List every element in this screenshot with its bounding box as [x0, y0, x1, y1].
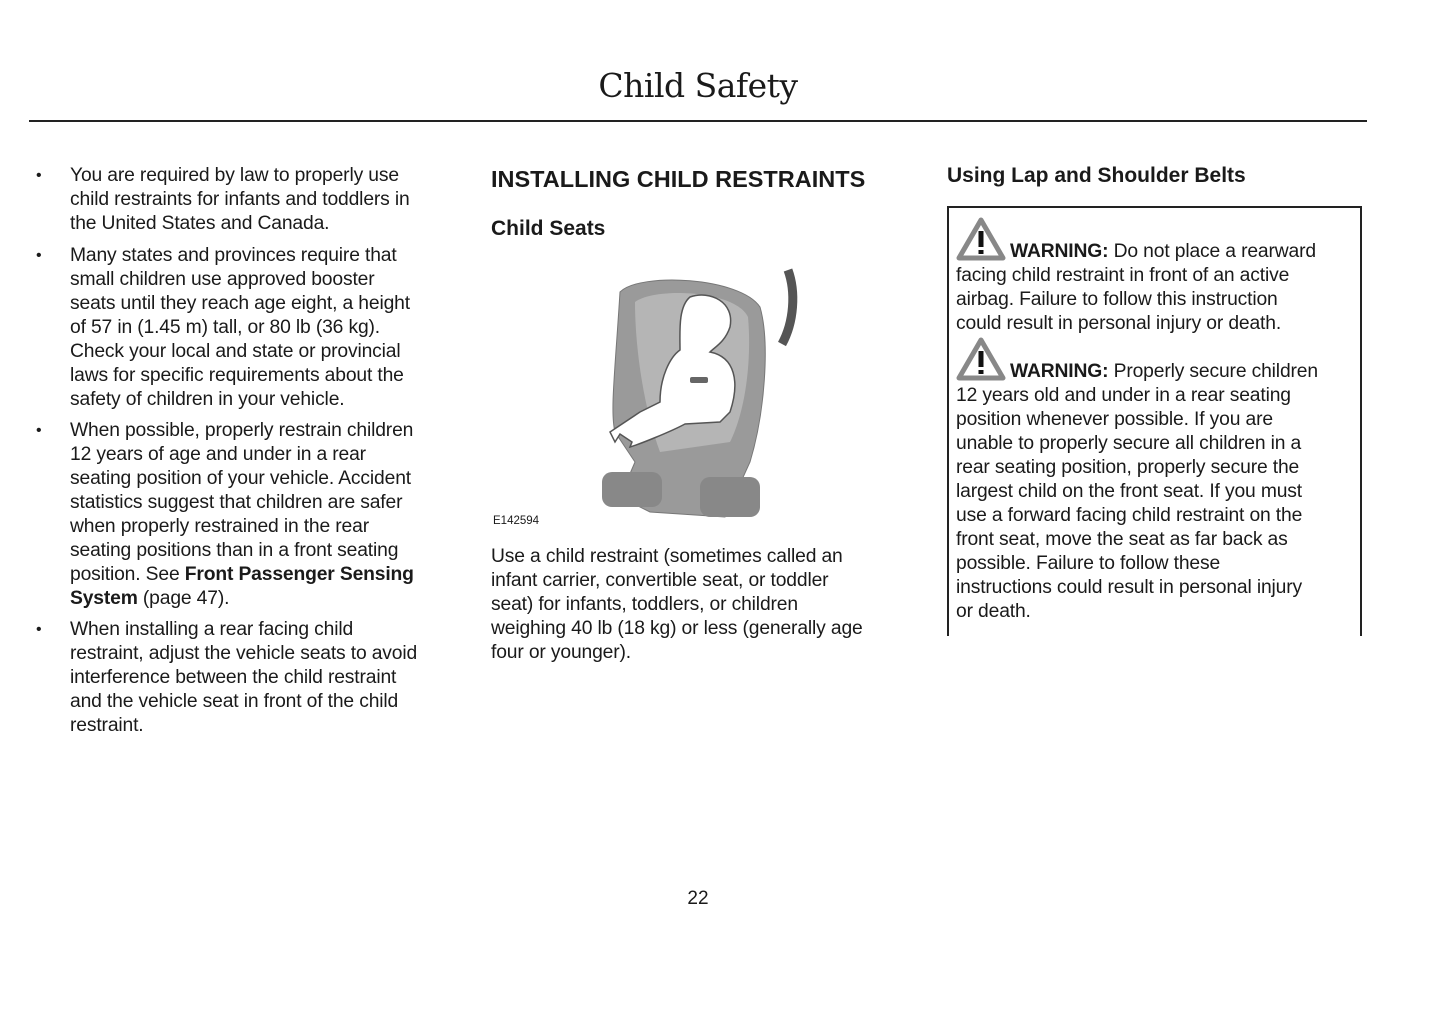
- text-span: position whenever possible. If you are: [956, 409, 1273, 430]
- text-span: statistics suggest that children are safer: [70, 492, 403, 513]
- text-line: [70, 642, 417, 666]
- text-span: largest child on the front seat. If you must: [956, 481, 1302, 502]
- text-span: 12 years old and under in a rear seating: [956, 385, 1291, 406]
- text-span: rear seating position, properly secure the: [956, 457, 1300, 478]
- text-line: [1010, 240, 1316, 264]
- text-line: [70, 714, 144, 738]
- text-line: [70, 539, 398, 563]
- text-span: four or younger).: [491, 642, 631, 663]
- bullet-icon: •: [36, 167, 42, 184]
- text-span: When installing a rear facing child: [70, 619, 354, 640]
- text-line: [956, 408, 1273, 432]
- text-line: [70, 340, 401, 364]
- text-line: [491, 593, 798, 617]
- text-line: [956, 552, 1220, 576]
- text-line: [491, 569, 828, 593]
- text-span: (page 47).: [137, 588, 230, 609]
- text-line: [956, 600, 1031, 624]
- text-line: [956, 264, 1289, 288]
- text-line: [70, 316, 380, 340]
- text-line: [70, 563, 414, 587]
- text-span: unable to properly secure all children in a: [956, 433, 1302, 454]
- subsection-heading-belts: Using Lap and Shoulder Belts: [947, 164, 1246, 187]
- page-title: Child Safety: [598, 66, 798, 105]
- text-line: [956, 480, 1302, 504]
- figure-id: E142594: [493, 515, 540, 527]
- text-line: [956, 432, 1301, 456]
- seat-base-right: [700, 477, 760, 517]
- text-span: Many states and provinces require that: [70, 245, 397, 266]
- text-line: [70, 164, 399, 188]
- text-span: safety of children in your vehicle.: [70, 389, 345, 410]
- text-line: [70, 690, 398, 714]
- text-line: [956, 456, 1299, 480]
- text-span: small children use approved booster: [70, 269, 375, 290]
- text-span: restraint.: [70, 715, 144, 736]
- text-span: You are required by law to properly use: [70, 165, 399, 186]
- text-span: front seat, move the seat as far back as: [956, 529, 1288, 550]
- text-span: instructions could result in personal injury: [956, 577, 1302, 598]
- text-line: [70, 419, 413, 443]
- text-span: possible. Failure to follow these: [956, 553, 1221, 574]
- text-line: [70, 188, 410, 212]
- text-span: use a forward facing child restraint on the: [956, 505, 1303, 526]
- text-span: interference between the child restraint: [70, 667, 397, 688]
- text-span: child restraints for infants and toddlers in: [70, 189, 410, 210]
- bullet-icon: •: [36, 422, 42, 439]
- text-span: restraint, adjust the vehicle seats to avoid: [70, 643, 418, 664]
- text-line: [70, 388, 344, 412]
- text-span: infant carrier, convertible seat, or toddler: [491, 570, 829, 591]
- header-rule: [29, 120, 1367, 122]
- text-span: when properly restrained in the rear: [70, 516, 369, 537]
- text-line: [70, 491, 402, 515]
- text-span: seat) for infants, toddlers, or children: [491, 594, 798, 615]
- text-span: airbag. Failure to follow this instruction: [956, 289, 1278, 310]
- text-span: Check your local and state or provincial: [70, 341, 401, 362]
- text-span: or death.: [956, 601, 1031, 622]
- text-line: [70, 515, 369, 539]
- text-line: [70, 666, 396, 690]
- text-line: [956, 504, 1302, 528]
- text-span: facing child restraint in front of an active: [956, 265, 1290, 286]
- text-line: [956, 384, 1291, 408]
- text-line: [70, 587, 229, 611]
- text-span: Do not place a rearward: [1108, 241, 1316, 262]
- text-line: [70, 292, 410, 316]
- harness-clip: [690, 377, 708, 383]
- text-span: seating positions than in a front seating: [70, 540, 399, 561]
- text-span: 12 years of age and under in a rear: [70, 444, 366, 465]
- bold-text: Front Passenger Sensing: [184, 564, 414, 585]
- text-span: Properly secure children: [1108, 361, 1318, 382]
- text-line: [491, 641, 631, 665]
- text-span: Use a child restraint (sometimes called an: [491, 546, 843, 567]
- text-line: [70, 244, 397, 268]
- warning-triangle-icon: [956, 336, 1006, 382]
- text-line: [956, 288, 1278, 312]
- text-line: [491, 545, 843, 569]
- text-span: When possible, properly restrain children: [70, 420, 414, 441]
- text-line: [956, 576, 1302, 600]
- seat-base-left: [602, 472, 662, 507]
- text-span: of 57 in (1.45 m) tall, or 80 lb (36 kg).: [70, 317, 380, 338]
- text-line: [956, 312, 1281, 336]
- text-line: [70, 212, 329, 236]
- page-number: 22: [687, 888, 709, 909]
- warning-triangle-icon: [956, 216, 1006, 262]
- bold-text: WARNING:: [1010, 361, 1109, 382]
- section-heading: INSTALLING CHILD RESTRAINTS: [491, 166, 866, 192]
- bold-text: System: [70, 588, 138, 609]
- text-line: [1010, 360, 1318, 384]
- text-line: [956, 528, 1288, 552]
- seat-belt-strap: [782, 270, 793, 344]
- text-line: [70, 618, 353, 642]
- bullet-icon: •: [36, 247, 42, 264]
- text-line: [70, 443, 366, 467]
- text-line: [491, 617, 863, 641]
- text-span: the United States and Canada.: [70, 213, 330, 234]
- text-line: [70, 467, 411, 491]
- text-span: seats until they reach age eight, a height: [70, 293, 410, 314]
- subsection-heading: Child Seats: [491, 217, 606, 240]
- child-seat-illustration: [560, 262, 805, 522]
- text-span: could result in personal injury or death.: [956, 313, 1282, 334]
- text-line: [70, 268, 375, 292]
- text-span: and the vehicle seat in front of the child: [70, 691, 399, 712]
- bullet-icon: •: [36, 621, 42, 638]
- bold-text: WARNING:: [1010, 241, 1109, 262]
- text-span: seating position of your vehicle. Accident: [70, 468, 411, 489]
- text-line: [70, 364, 404, 388]
- text-span: laws for specific requirements about the: [70, 365, 404, 386]
- text-span: weighing 40 lb (18 kg) or less (generally age: [491, 618, 863, 639]
- text-span: position. See: [70, 564, 185, 585]
